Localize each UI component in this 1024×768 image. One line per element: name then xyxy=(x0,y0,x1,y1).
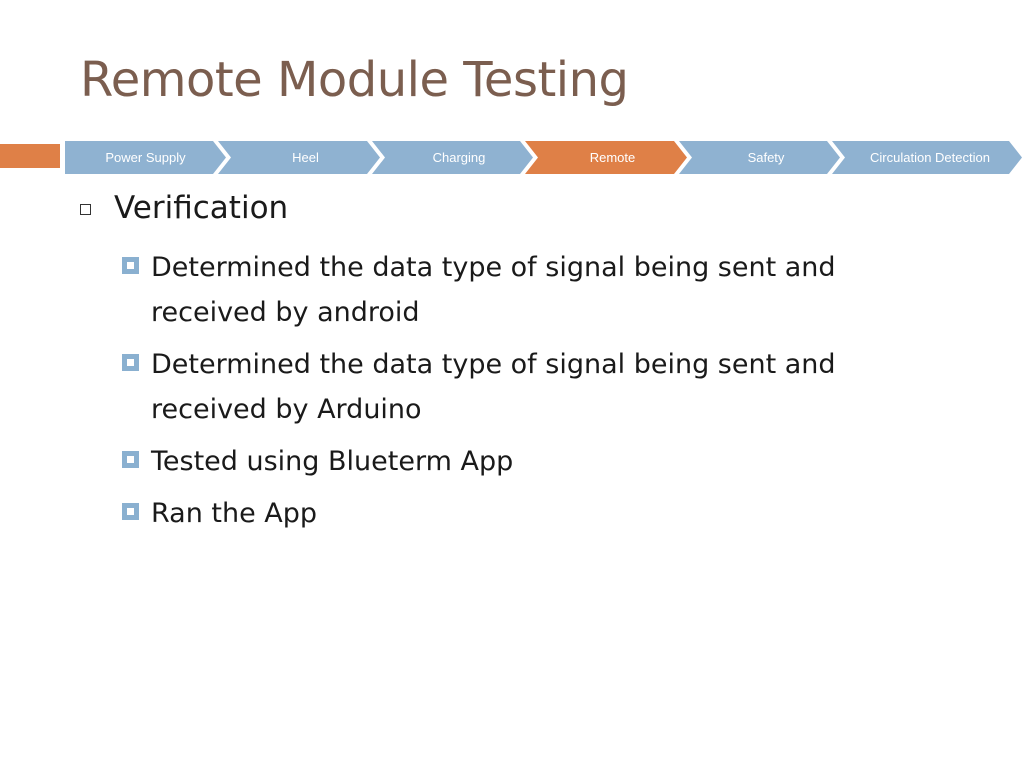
nav-item-remote[interactable]: Remote xyxy=(589,150,636,165)
square-bullet-icon xyxy=(122,257,139,274)
square-bullet-icon xyxy=(122,354,139,371)
sub-bullet-text: Determined the data type of signal being sent and received by Arduino xyxy=(151,349,836,425)
nav-item-power-supply[interactable]: Power Supply xyxy=(105,150,186,165)
sub-bullet xyxy=(122,342,922,432)
slide-title: Remote Module Testing xyxy=(80,52,629,108)
nav-item-charging[interactable]: Charging xyxy=(432,150,486,165)
sub-bullet xyxy=(122,439,922,484)
sub-bullet xyxy=(122,491,922,536)
sub-bullet xyxy=(122,245,922,335)
sub-bullet-text: Tested using Blueterm App xyxy=(151,446,514,477)
accent-bar xyxy=(0,144,60,168)
bullet-verification xyxy=(80,190,288,226)
sub-bullet-text: Ran the App xyxy=(151,498,318,529)
square-bullet-icon xyxy=(122,503,139,520)
square-bullet-icon xyxy=(122,451,139,468)
nav-item-heel[interactable]: Heel xyxy=(292,150,319,165)
bullet-heading: Verification xyxy=(114,190,289,226)
section-nav xyxy=(65,141,1024,174)
nav-item-circulation-detection[interactable]: Circulation Detection xyxy=(870,150,990,165)
sub-bullet-text: Determined the data type of signal being sent and received by android xyxy=(151,252,836,328)
hollow-square-bullet-icon xyxy=(80,204,91,215)
nav-item-safety[interactable]: Safety xyxy=(747,150,785,165)
